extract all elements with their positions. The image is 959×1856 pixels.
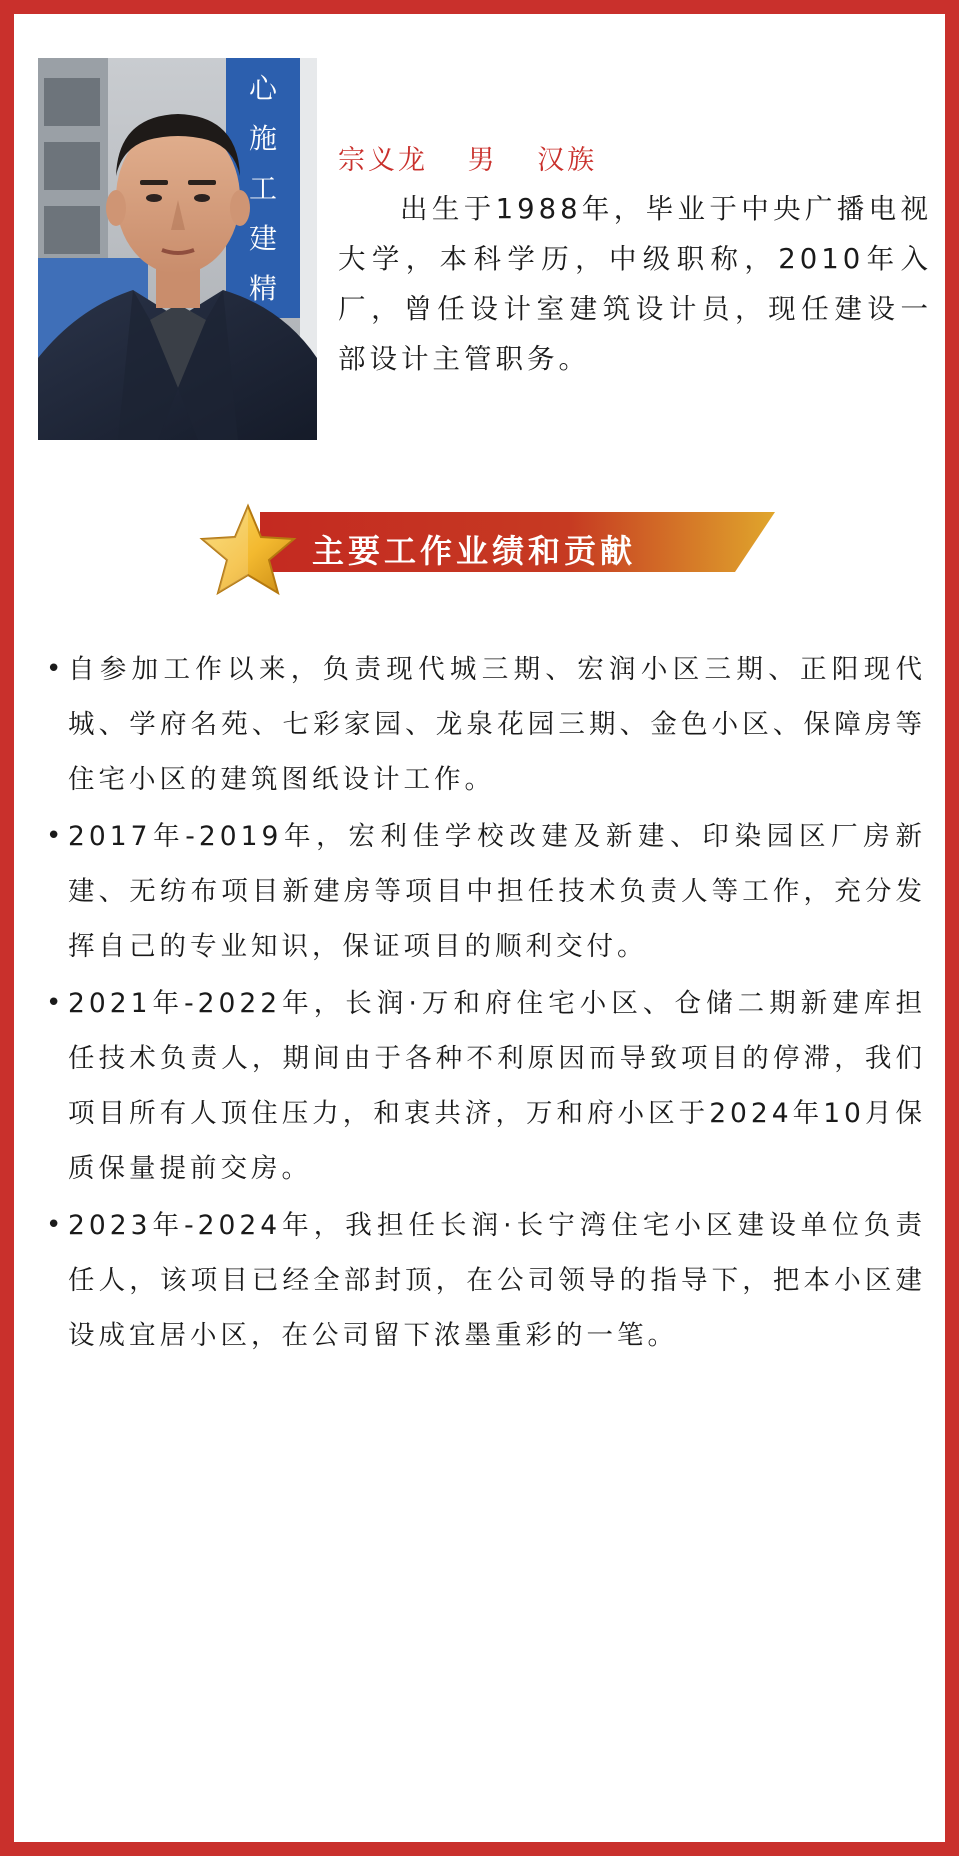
profile-heading — [338, 138, 625, 177]
svg-text:施: 施 — [248, 122, 278, 155]
person-ethnicity: 汉族 — [537, 145, 598, 176]
achievement-text: 2021年-2022年，长润·万和府住宅小区、仓储二期新建库担任技术负责人，期间由于各种不利原因而导致项目的停滞，我们项目所有人顶住压力，和衷共济，万和府小区于2024年10月保质保量提前交房。 — [68, 988, 926, 1184]
svg-text:精: 精 — [248, 272, 278, 305]
svg-text:建: 建 — [248, 222, 278, 255]
bullet-marker: • — [46, 821, 66, 851]
bullet-marker: • — [46, 1210, 66, 1240]
person-gender: 男 — [467, 145, 498, 176]
profile-page — [14, 14, 945, 1842]
section-banner — [190, 492, 790, 612]
portrait-photo — [38, 58, 317, 440]
bullet-marker: • — [46, 654, 66, 684]
achievement-text: 2017年-2019年，宏利佳学校改建及新建、印染园区厂房新建、无纺布项目新建房等项目中担任技术负责人等工作，充分发挥自己的专业知识，保证项目的顺利交付。 — [68, 821, 926, 962]
achievements-list — [46, 642, 926, 1365]
portrait-illustration — [38, 58, 317, 440]
list-item — [46, 1198, 926, 1363]
svg-text:工: 工 — [248, 172, 278, 205]
svg-text:心: 心 — [248, 72, 278, 105]
bio-paragraph: 出生于1988年，毕业于中央广播电视大学，本科学历，中级职称，2010年入厂，曾任设计室建筑设计员，现任建设一部设计主管职务。 — [338, 193, 932, 375]
bullet-marker: • — [46, 988, 66, 1018]
achievement-text: 2023年-2024年，我担任长润·长宁湾住宅小区建设单位负责任人，该项目已经全部封顶，在公司领导的指导下，把本小区建设成宜居小区，在公司留下浓墨重彩的一笔。 — [68, 1210, 926, 1351]
achievement-text: 自参加工作以来，负责现代城三期、宏润小区三期、正阳现代城、学府名苑、七彩家园、龙泉花园三期、金色小区、保障房等住宅小区的建筑图纸设计工作。 — [68, 654, 926, 795]
section-title: 主要工作业绩和贡献 — [312, 532, 637, 570]
list-item — [46, 809, 926, 974]
list-item — [46, 976, 926, 1196]
list-item — [46, 642, 926, 807]
person-name: 宗义龙 — [338, 145, 428, 176]
